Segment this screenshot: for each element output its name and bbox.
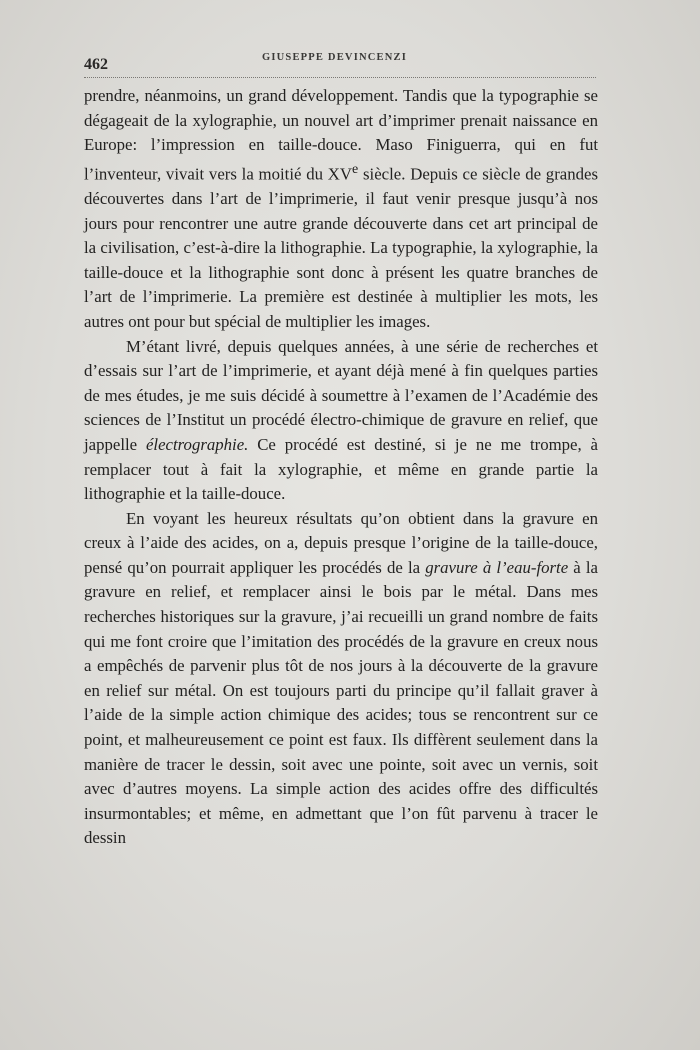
running-title: GIUSEPPE DEVINCENZI xyxy=(262,52,408,63)
paragraph-2-part-1: M’étant livré, depuis quelques années, à une série de recherches et d’essais sur l’art de l’imprimerie, et ayant déjà mené à fin quelques parties de mes études, je me suis décidé à soumettre à l’examen de l’Académie des sciences de l’Institut un procédé électro-chimique de gravure en relief, que jappelle xyxy=(84,336,598,454)
page-header xyxy=(84,46,596,78)
paragraph-2-part-2: Ce procédé est destiné, si je ne me trompe, à remplacer tout à fait la xylographie, et même en grande partie la lithographie et la taille-douce. xyxy=(84,434,598,504)
header-rule xyxy=(84,77,596,78)
paragraph-3-part-1: En voyant les heureux résultats qu’on obtient dans la gravure en creux à l’aide des acides, on a, depuis presque l’origine de la taille-douce, pensé qu’on pourrait appliquer les procédés de la xyxy=(84,508,598,577)
paragraph-1-part-2: siècle. Depuis ce siècle de grandes découvertes dans l’art de l’imprimerie, il faut venir presque jusqu’à nos jours pour rencontrer une autre grande découverte dans cet art principal de la civilisation, c’est-à-dire la lithographie. La typographie, la xylographie, la taille-douce et la lithographie sont donc à présent les quatre branches de l’art de l’imprimerie. La première est destinée à multiplier les mots, les autres ont pour but spécial de multiplier les images. xyxy=(84,164,598,331)
body-text xyxy=(84,84,598,851)
paragraph-3 xyxy=(84,507,598,851)
paragraph-1-superscript: e xyxy=(352,161,359,177)
paragraph-1 xyxy=(84,84,598,335)
paragraph-2 xyxy=(84,335,598,507)
page-number: 462 xyxy=(84,56,108,73)
paragraph-1-part-1: prendre, néanmoins, un grand développement. Tandis que la typographie se dégageait de la xylographie, un nouvel art d’imprimer prenait naissance en Europe: l’impression en taille-douce. Maso Finiguerra, qui en fut l’inventeur, vivait vers la moitié du XV xyxy=(84,86,598,184)
paragraph-2-italic-term: électrographie. xyxy=(145,434,249,454)
paragraph-3-part-2: à la gravure en relief, et remplacer ainsi le bois par le métal. Dans mes recherches historiques sur la gravure, j’ai recueilli un grand nombre de faits qui me font croire que l’imitation des procédés de la gravure en creux nous a empêchés de parvenir plus tôt de nos jours à la découverte de la gravure en relief sur métal. On est toujours parti du principe qu’il fallait graver à l’aide de la simple action chimique des acides; tous se rencontrent sur ce point, et malheureusement ce point est faux. Ils diffèrent seulement dans la manière de tracer le dessin, soit avec une pointe, soit avec un vernis, soit avec d’autres moyens. La simple action des acides offre des difficultés insurmontables; et même, en admettant que l’on fût parvenu à tracer le dessin xyxy=(84,557,598,848)
paragraph-3-italic-term: gravure à l’eau-forte xyxy=(425,557,569,577)
